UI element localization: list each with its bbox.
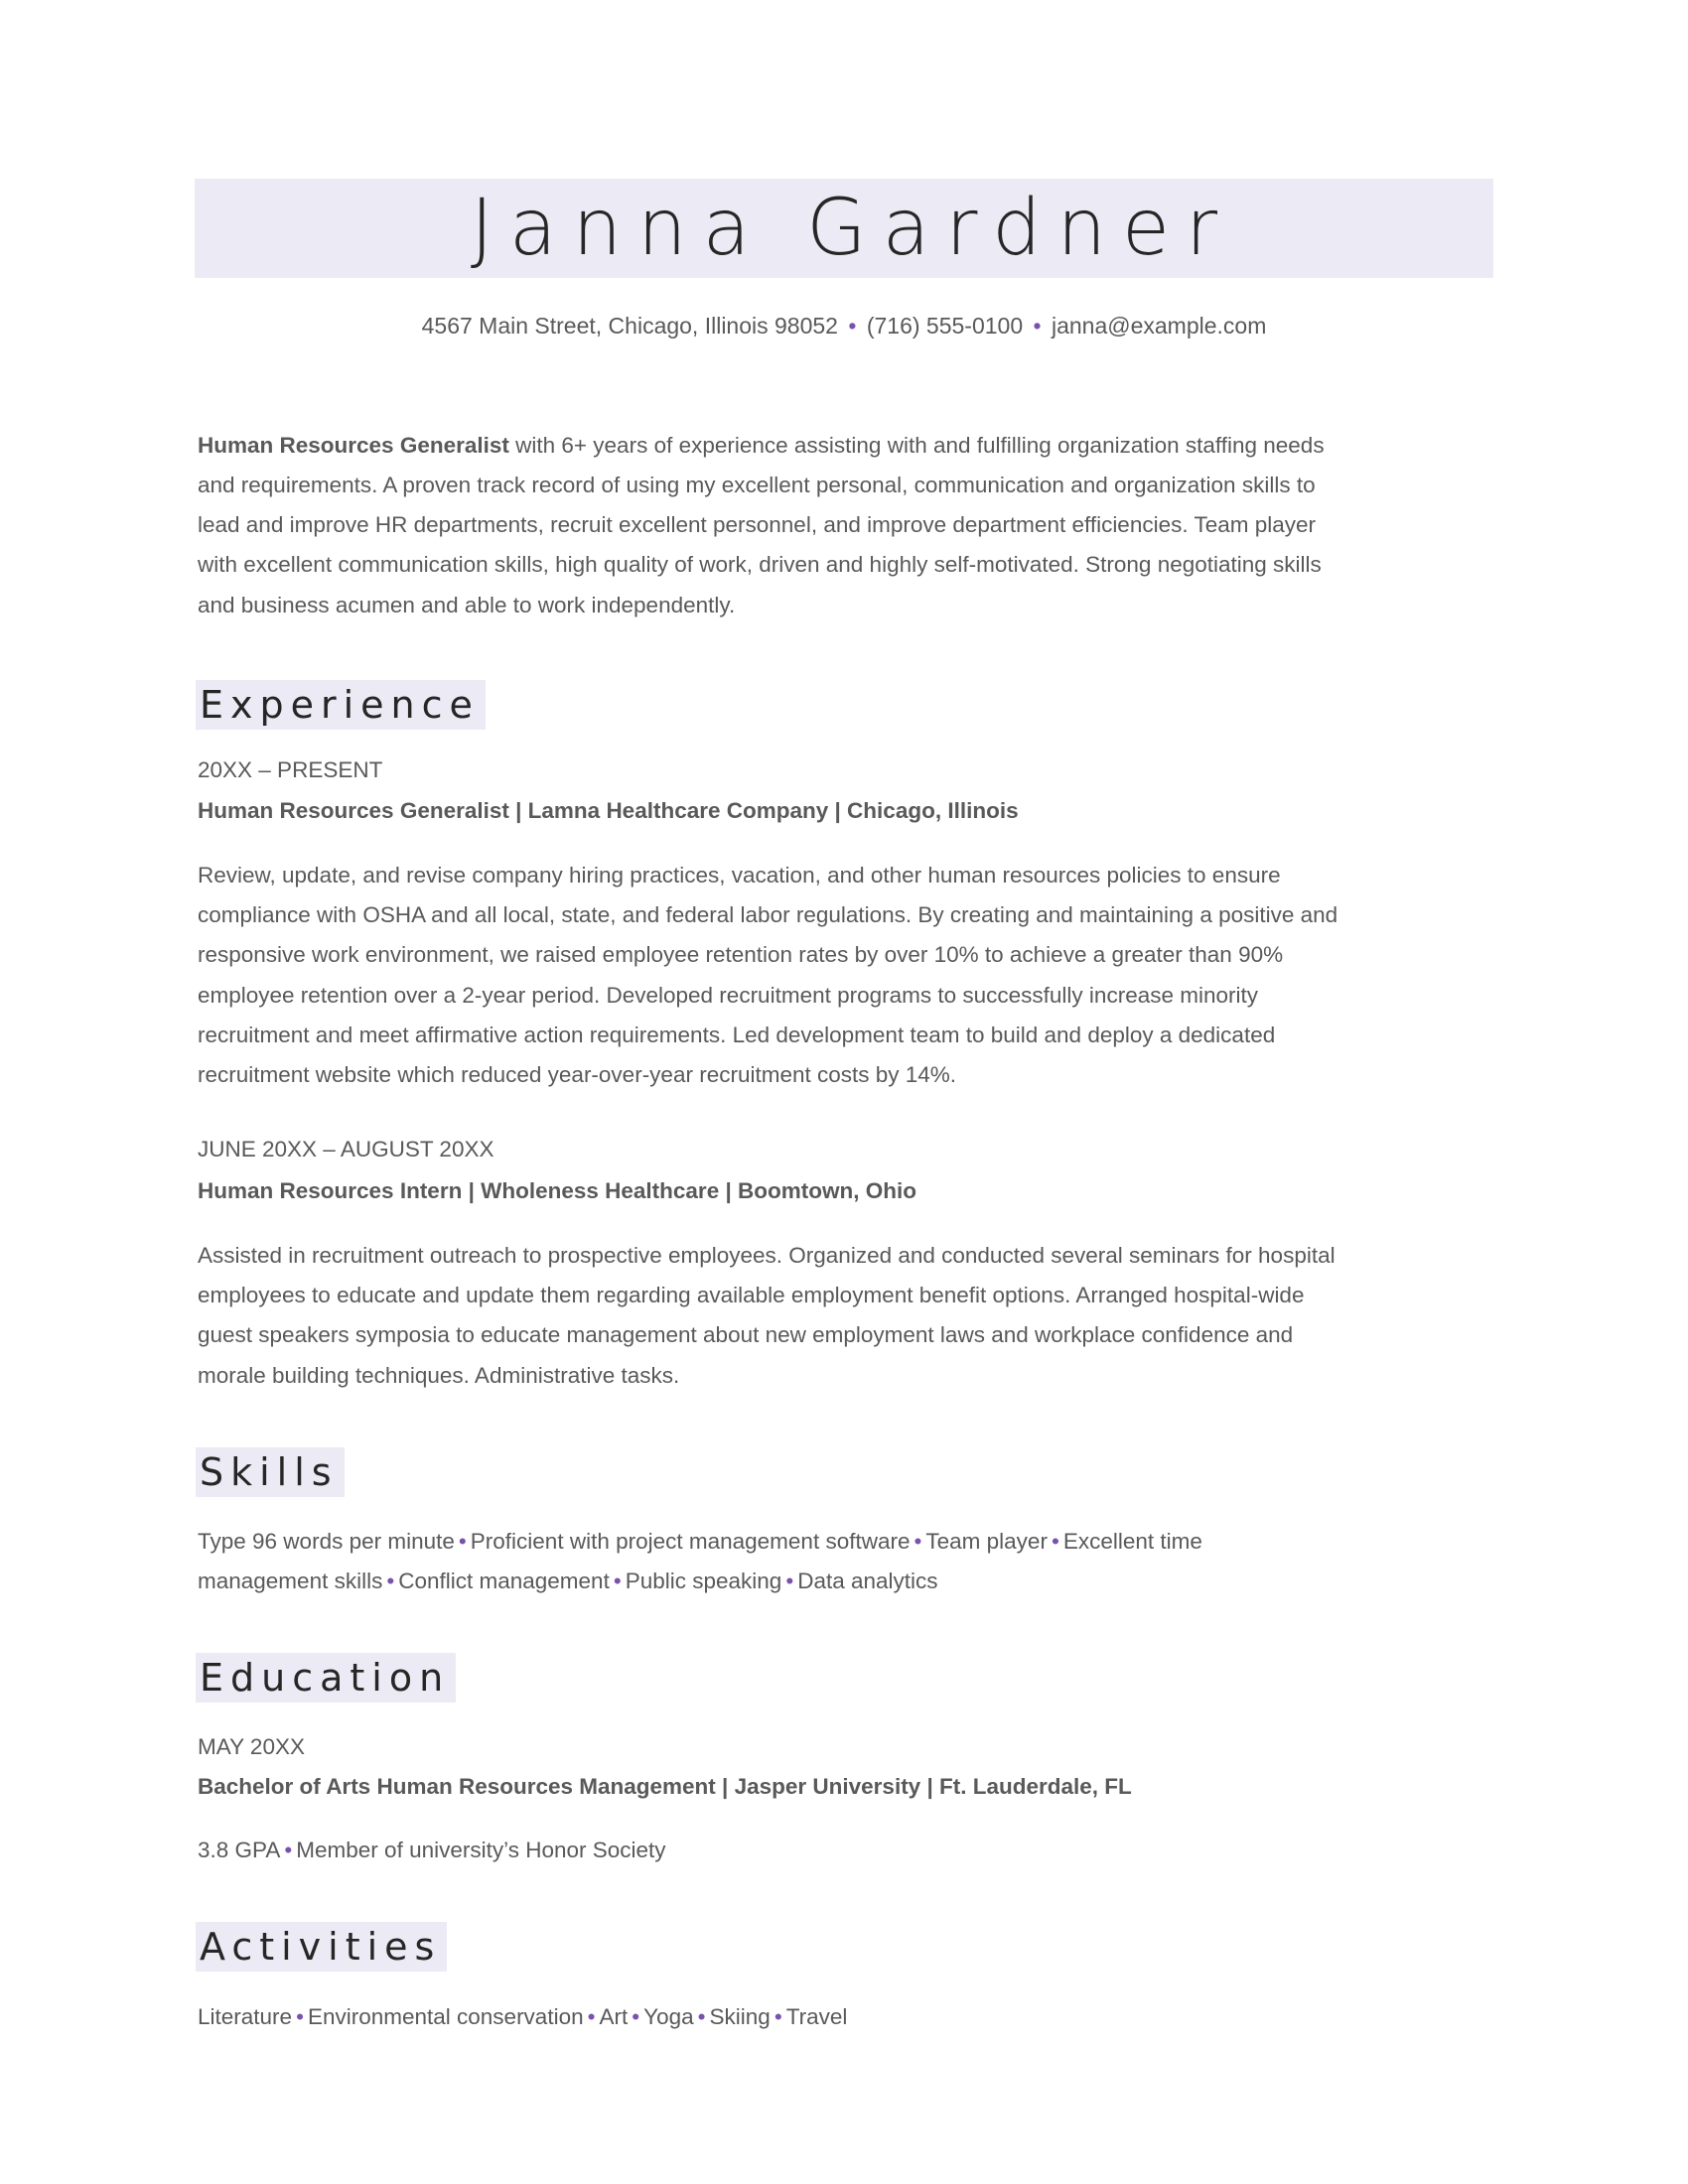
candidate-name: Janna Gardner: [470, 184, 1234, 273]
bullet-separator: •: [1033, 313, 1042, 339]
bullet-separator: •: [785, 1569, 794, 1593]
job-description-line: Assisted in recruitment outreach to prospective employees. Organized and conducted several seminars for hospital: [198, 1243, 1336, 1268]
activity-item: Literature: [198, 2004, 293, 2029]
section-heading-experience: [196, 680, 486, 730]
email: janna@example.com: [1051, 313, 1267, 339]
summary-line: lead and improve HR departments, recruit excellent personnel, and improve department efficiencies. Team player: [198, 512, 1316, 537]
heading-text: Skills: [200, 1450, 339, 1494]
activities-line: [198, 2001, 847, 2033]
job-dates: JUNE 20XX – AUGUST 20XX: [198, 1137, 494, 1161]
heading-text: Education: [200, 1656, 451, 1700]
activity-item: Travel: [785, 2004, 848, 2029]
name-banner: [195, 179, 1493, 278]
job-description-line: employees to educate and update them regarding available employment benefit options. Arranged hospital-wide: [198, 1283, 1305, 1307]
bullet-separator: •: [613, 1569, 622, 1593]
skill-item: Conflict management: [398, 1569, 610, 1593]
education-degree: Bachelor of Arts Human Resources Management | Jasper University | Ft. Lauderdale, FL: [198, 1774, 1132, 1799]
bullet-separator: •: [632, 2004, 640, 2029]
summary-text: with 6+ years of experience assisting with and fulfilling organization staffing needs: [508, 433, 1325, 458]
activity-item: Environmental conservation: [307, 2004, 584, 2029]
job-title: Human Resources Intern | Wholeness Healthcare | Boomtown, Ohio: [198, 1178, 916, 1203]
job-description-line: responsive work environment, we raised employee retention rates by over 10% to achieve a greater than 90%: [198, 942, 1284, 967]
heading-text: Experience: [200, 683, 480, 727]
job-title: Human Resources Generalist | Lamna Healthcare Company | Chicago, Illinois: [198, 798, 1019, 823]
activity-item: Skiing: [709, 2004, 771, 2029]
skill-item: management skills: [198, 1569, 383, 1593]
job-description-line: morale building techniques. Administrative tasks.: [198, 1363, 680, 1388]
skill-item: Excellent time: [1062, 1529, 1202, 1554]
skill-item: Proficient with project management software: [470, 1529, 911, 1554]
job-description-line: recruitment and meet affirmative action requirements. Led development team to build and deploy a dedicated: [198, 1023, 1276, 1047]
bullet-separator: •: [587, 2004, 596, 2029]
bullet-separator: •: [914, 1529, 922, 1554]
summary-line: [198, 430, 1325, 462]
skill-item: Type 96 words per minute: [198, 1529, 455, 1554]
heading-text: Activities: [200, 1925, 442, 1969]
activity-item: Art: [599, 2004, 629, 2029]
bullet-separator: •: [458, 1529, 467, 1554]
skills-line: [198, 1566, 938, 1597]
job-description-line: employee retention over a 2-year period. Developed recruitment programs to successfully increase minority: [198, 983, 1258, 1008]
job-description-line: recruitment website which reduced year-over-year recruitment costs by 14%.: [198, 1062, 957, 1087]
honor-society: Member of university’s Honor Society: [296, 1838, 666, 1862]
section-heading-education: [196, 1653, 456, 1703]
gpa: 3.8 GPA: [198, 1838, 281, 1862]
skill-item: Team player: [925, 1529, 1048, 1554]
bullet-separator: •: [848, 313, 857, 339]
address: 4567 Main Street, Chicago, Illinois 98052: [421, 313, 838, 339]
skill-item: Public speaking: [625, 1569, 782, 1593]
job-dates: 20XX – PRESENT: [198, 757, 383, 782]
activity-item: Yoga: [643, 2004, 694, 2029]
job-description-line: guest speakers symposia to educate management about new employment laws and workplace confidence and: [198, 1322, 1294, 1347]
summary-line: and requirements. A proven track record of using my excellent personal, communication and organization skills to: [198, 473, 1316, 497]
job-description-line: compliance with OSHA and all local, state, and federal labor regulations. By creating and maintaining a positive and: [198, 902, 1338, 927]
section-heading-skills: [196, 1447, 345, 1497]
job-description-line: Review, update, and revise company hiring practices, vacation, and other human resources policies to ensure: [198, 863, 1281, 887]
skills-line: [198, 1526, 1202, 1558]
bullet-separator: •: [296, 2004, 304, 2029]
section-heading-activities: [196, 1922, 447, 1972]
phone: (716) 555-0100: [866, 313, 1024, 339]
skill-item: Data analytics: [797, 1569, 938, 1593]
contact-line: [0, 310, 1688, 341]
bullet-separator: •: [697, 2004, 706, 2029]
summary-line: with excellent communication skills, high quality of work, driven and highly self-motivated. Strong negotiating skills: [198, 552, 1322, 577]
bullet-separator: •: [386, 1569, 395, 1593]
summary-line: and business acumen and able to work independently.: [198, 593, 736, 617]
summary-lead: Human Resources Generalist: [198, 433, 509, 458]
education-details: [198, 1835, 666, 1866]
bullet-separator: •: [1051, 1529, 1059, 1554]
bullet-separator: •: [284, 1838, 293, 1862]
education-dates: MAY 20XX: [198, 1734, 305, 1759]
bullet-separator: •: [774, 2004, 782, 2029]
